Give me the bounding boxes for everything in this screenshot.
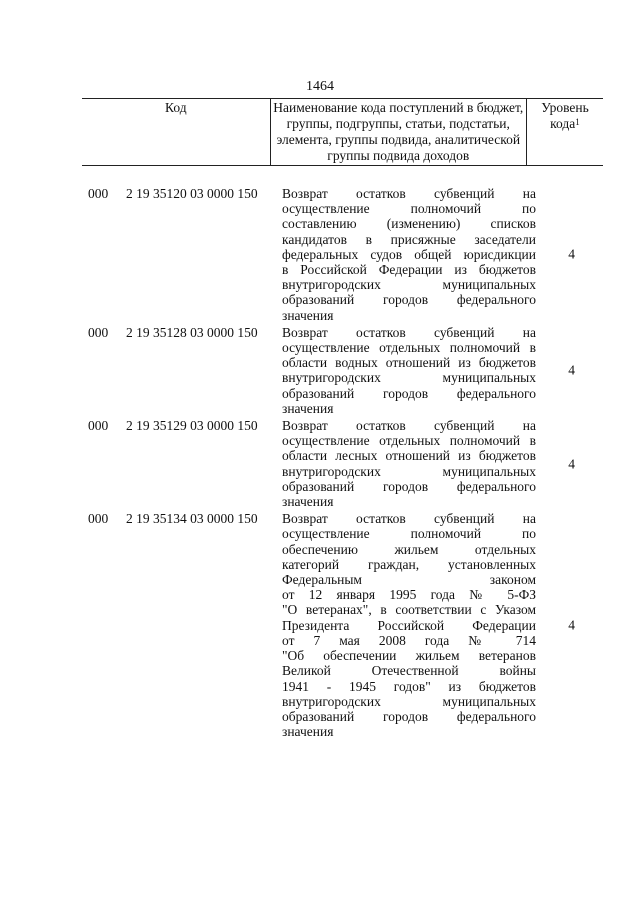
row-name-line: внутригородских муниципальных (282, 463, 536, 479)
row-name-line: Возврат остатков субвенций на (282, 324, 536, 340)
row-name-line: от 12 января 1995 года № 5-ФЗ (282, 587, 536, 603)
table-body (82, 186, 603, 739)
row-name-line: 1941 - 1945 годов" из бюджетов (282, 678, 536, 694)
row-name-line: "Об обеспечении жильем ветеранов (282, 648, 536, 664)
row-name-line: осуществление полномочий по (282, 526, 536, 542)
row-name-line: осуществление отдельных полномочий в (282, 340, 536, 356)
row-admin-code: 000 (88, 324, 109, 340)
row-name-line: осуществление отдельных полномочий в (282, 433, 536, 449)
row-name (282, 186, 536, 323)
row-name-line: обеспечению жильем отдельных (282, 541, 536, 557)
header-level (526, 99, 603, 166)
header-level-label: Уровень кода (541, 100, 589, 131)
row-name (282, 325, 536, 416)
table-header (82, 98, 603, 166)
row-admin-code: 000 (88, 418, 109, 434)
row-name-line: Возврат остатков субвенций на (282, 511, 536, 527)
row-name-line: значения (282, 400, 334, 416)
header-code: Код (82, 99, 270, 166)
table-row (82, 186, 603, 323)
row-name-line: составлению (изменению) списков (282, 216, 536, 232)
row-level: 4 (568, 617, 575, 633)
row-level: 4 (568, 362, 575, 378)
row-name-line: Возврат остатков субвенций на (282, 186, 536, 201)
row-name-line: "О ветеранах", в соответствии с Указом (282, 602, 536, 618)
row-name-line: в Российской Федерации из бюджетов (282, 262, 536, 278)
row-name-line: значения (282, 724, 334, 740)
row-admin-code: 000 (88, 511, 109, 527)
row-name-line: образований городов федерального (282, 385, 536, 401)
row-name-line: от 7 мая 2008 года № 714 (282, 632, 536, 648)
row-budget-code: 2 19 35120 03 0000 150 (126, 186, 258, 201)
row-admin-code: 000 (88, 186, 109, 201)
row-name-line: Возврат остатков субвенций на (282, 418, 536, 434)
table-row (82, 325, 603, 416)
header-name: Наименование кода поступлений в бюджет, группы, подгруппы, статьи, подстатьи, элемента, группы подвида, аналитической группы подвида доходов (270, 99, 526, 166)
row-level: 4 (568, 456, 575, 472)
row-name-line: значения (282, 494, 334, 510)
row-name (282, 511, 536, 739)
row-name-line: Великой Отечественной войны (282, 663, 536, 679)
row-budget-code: 2 19 35128 03 0000 150 (126, 324, 258, 340)
row-name-line: внутригородских муниципальных (282, 277, 536, 293)
row-name-line: внутригородских муниципальных (282, 370, 536, 386)
row-level: 4 (568, 246, 575, 262)
row-name-line: кандидатов в присяжные заседатели (282, 231, 536, 247)
row-name-line: образований городов федерального (282, 708, 536, 724)
row-budget-code: 2 19 35134 03 0000 150 (126, 511, 258, 527)
row-name-line: области лесных отношений из бюджетов (282, 448, 536, 464)
row-name-line: значения (282, 307, 334, 323)
row-name-line: федеральных судов общей юрисдикции (282, 246, 536, 262)
row-name-line: Президента Российской Федерации (282, 617, 536, 633)
row-name-line: образований городов федерального (282, 292, 536, 308)
row-budget-code: 2 19 35129 03 0000 150 (126, 418, 258, 434)
table-row (82, 418, 603, 509)
row-name-line: образований городов федерального (282, 478, 536, 494)
table-row (82, 511, 603, 739)
header-level-footnote: 1 (575, 117, 580, 127)
page-number: 1464 (306, 79, 334, 94)
row-name-line: Федеральным законом (282, 572, 536, 588)
row-name-line: внутригородских муниципальных (282, 693, 536, 709)
row-name-line: области водных отношений из бюджетов (282, 355, 536, 371)
row-name-line: категорий граждан, установленных (282, 556, 536, 572)
row-name-line: осуществление полномочий по (282, 201, 536, 217)
row-name (282, 418, 536, 509)
